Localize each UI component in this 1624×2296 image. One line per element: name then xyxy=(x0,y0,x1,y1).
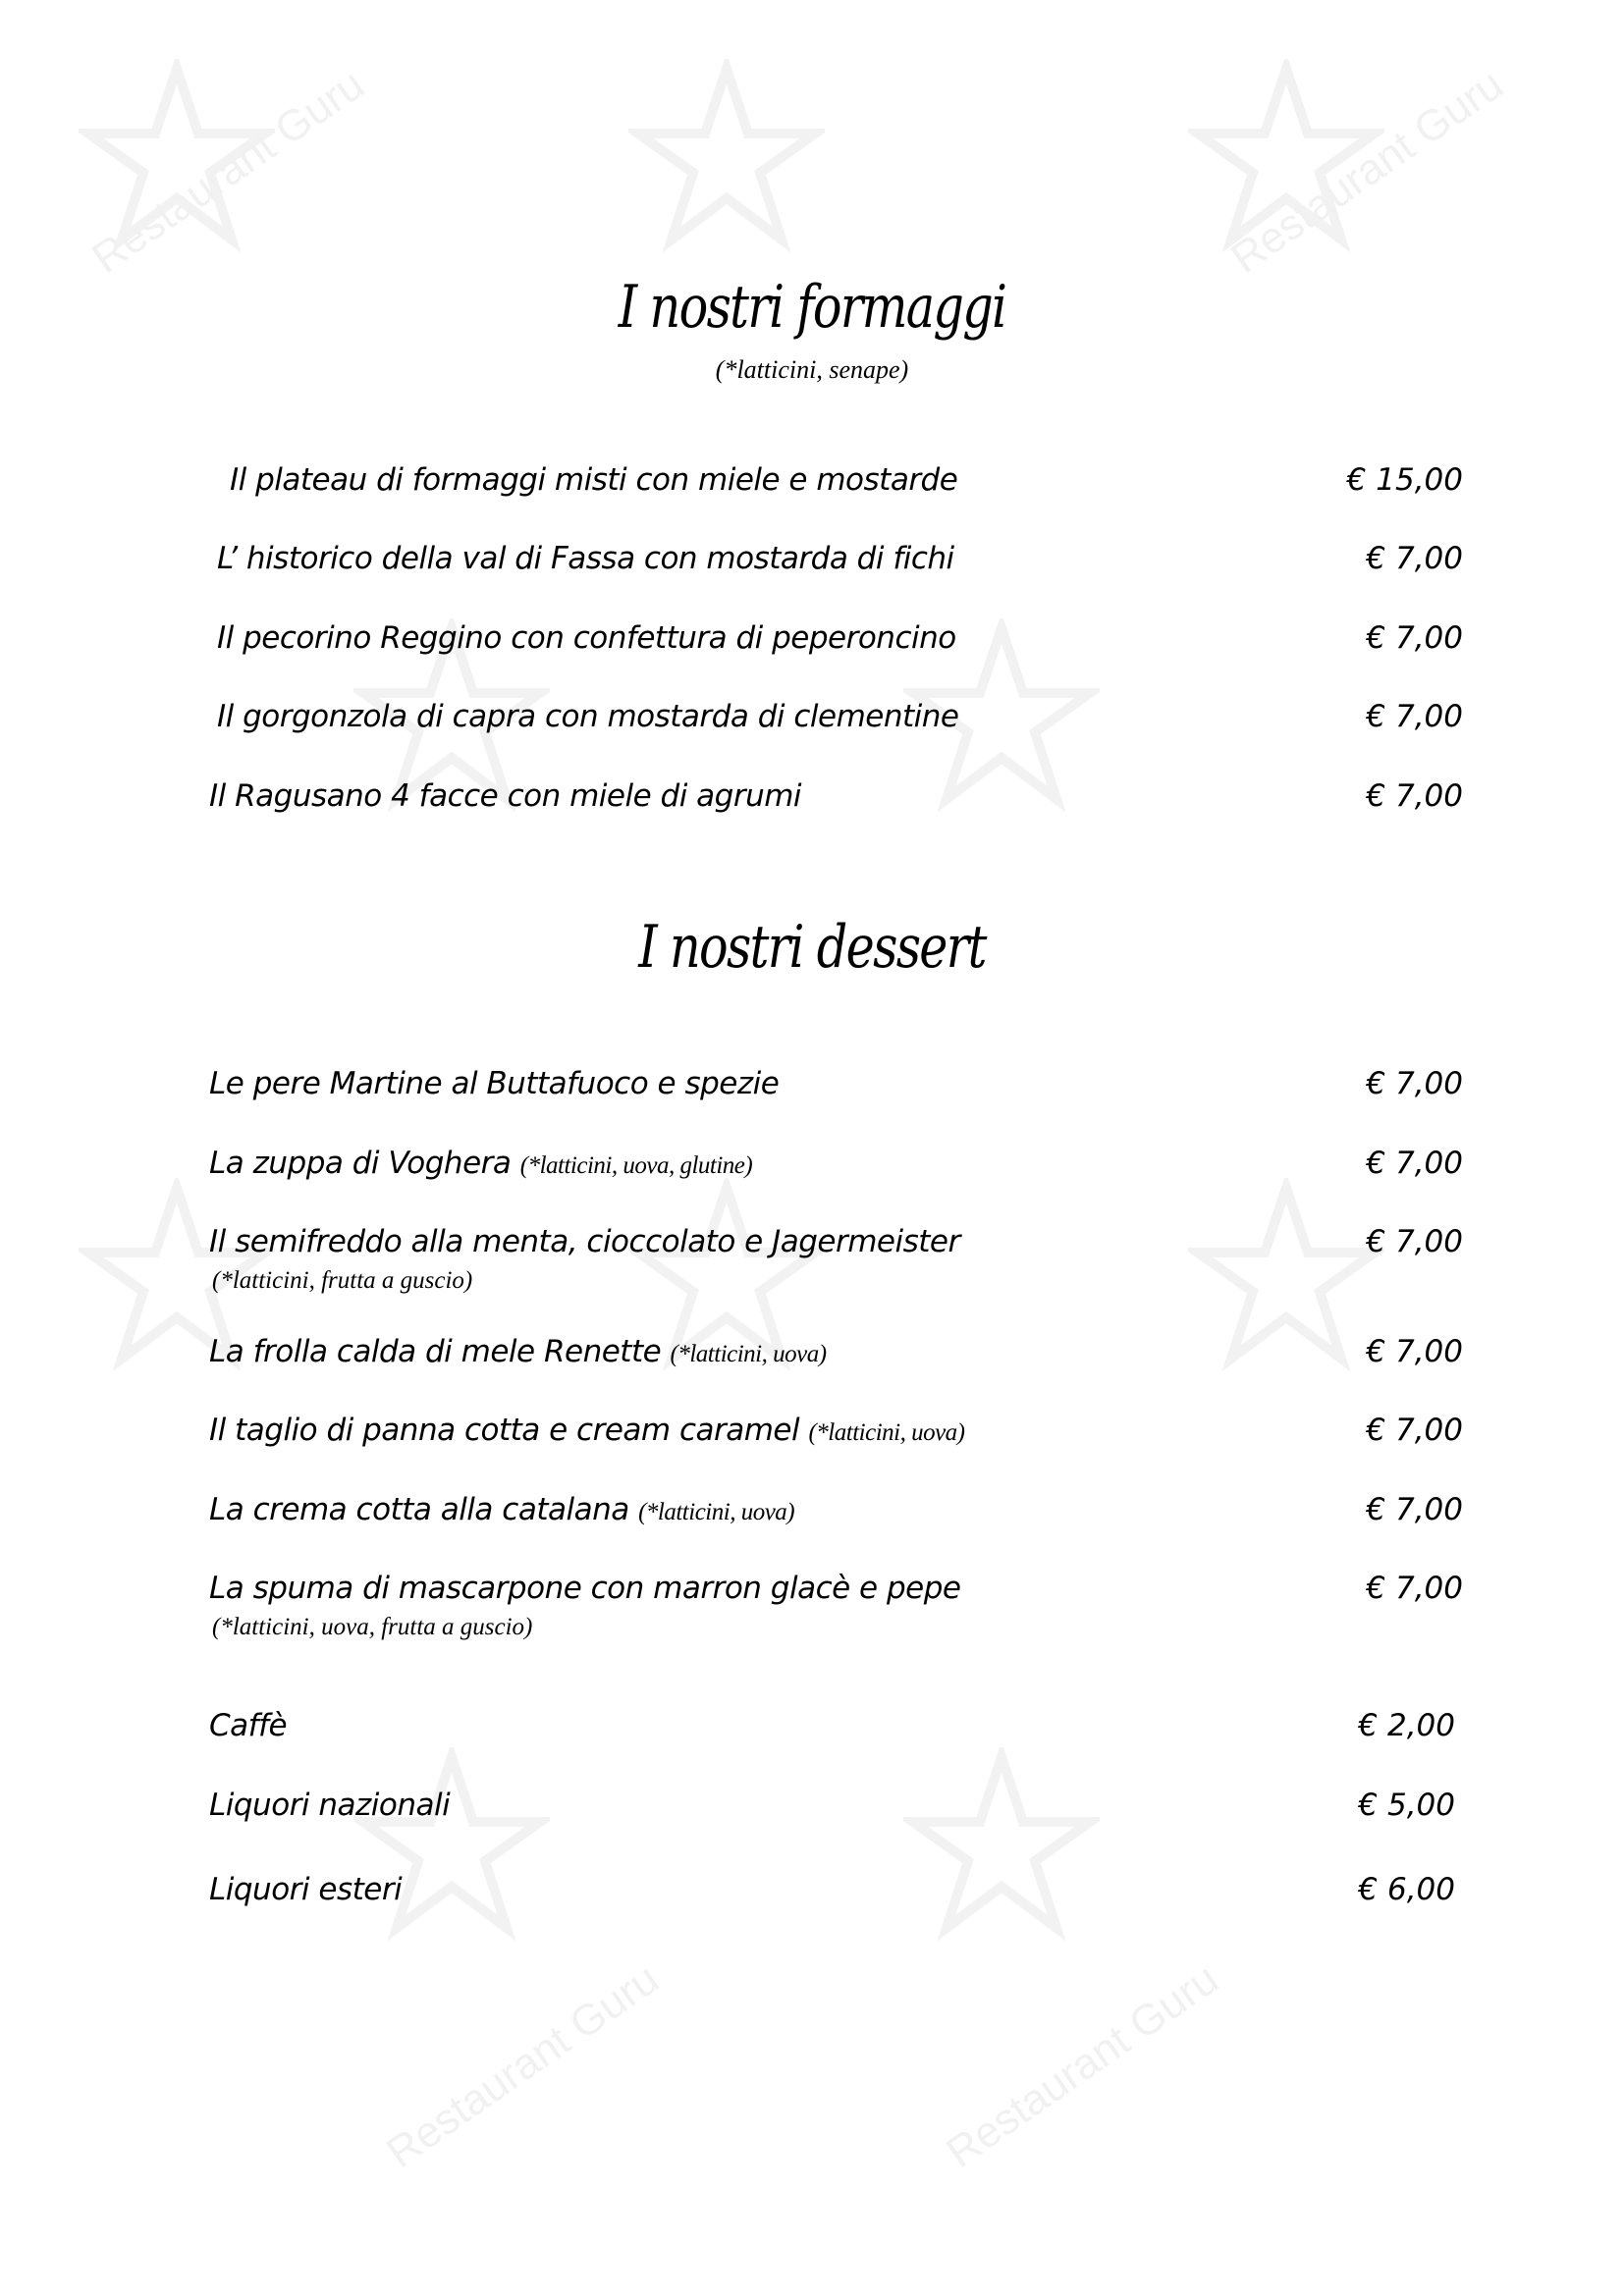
dessert-name: La zuppa di Voghera xyxy=(209,1146,512,1181)
menu-item-price: € 7,00 xyxy=(1366,1146,1463,1181)
dessert-allergens: (*latticini, uova, glutine) xyxy=(519,1152,753,1179)
menu-item-name: Il pecorino Reggino con confettura di peperoncino xyxy=(217,620,956,656)
menu-item-name xyxy=(209,1569,961,1608)
menu-item-name: Il Ragusano 4 facce con miele di agrumi xyxy=(209,778,802,814)
drink-price: € 2,00 xyxy=(1358,1708,1455,1743)
menu-item-price: € 7,00 xyxy=(1366,1413,1463,1448)
menu-item-name xyxy=(209,1222,960,1261)
dessert-allergens: (*latticini, uova) xyxy=(670,1341,827,1367)
menu-item-name: Il gorgonzola di capra con mostarda di clementine xyxy=(217,699,959,734)
dessert-name: La spuma di mascarpone con marron glacè e pepe xyxy=(209,1571,961,1606)
watermark-logo-icon xyxy=(353,1747,550,1944)
watermark-text: Restaurant Guru xyxy=(83,60,373,283)
menu-item-price: € 7,00 xyxy=(1366,1224,1463,1259)
watermark-logo-icon xyxy=(79,59,275,255)
menu-item-price: € 7,00 xyxy=(1366,620,1463,656)
dessert-allergens: (*latticini, frutta a guscio) xyxy=(212,1267,473,1294)
menu-item-price: € 7,00 xyxy=(1366,1334,1463,1369)
watermark-logo-icon xyxy=(903,1747,1100,1944)
watermark-text: Restaurant Guru xyxy=(1222,60,1512,283)
dessert-name: La crema cotta alla catalana xyxy=(209,1492,629,1527)
menu-item-price: € 7,00 xyxy=(1366,541,1463,576)
drink-price: € 5,00 xyxy=(1358,1788,1455,1823)
menu-item-name: Il plateau di formaggi misti con miele e mostarde xyxy=(230,462,958,498)
menu-item-price: € 7,00 xyxy=(1366,1492,1463,1527)
drink-price: € 6,00 xyxy=(1358,1872,1455,1907)
menu-item-price: € 7,00 xyxy=(1366,778,1463,814)
menu-item-name xyxy=(209,1490,794,1532)
section-title-cheese: I nostri formaggi xyxy=(618,273,1006,342)
menu-item-price: € 7,00 xyxy=(1366,699,1463,734)
cheese-allergens: (*latticini, senape) xyxy=(715,355,909,384)
dessert-name: Il semifreddo alla menta, cioccolato e Jagermeister xyxy=(209,1224,960,1259)
drink-name: Liquori nazionali xyxy=(209,1788,451,1823)
menu-item-name xyxy=(209,1332,827,1374)
menu-item-name xyxy=(209,1411,965,1453)
dessert-allergens: (*latticini, uova) xyxy=(808,1419,965,1446)
dessert-name: La frolla calda di mele Renette xyxy=(209,1334,662,1369)
drink-name: Liquori esteri xyxy=(209,1872,403,1907)
watermark-logo-icon xyxy=(1188,59,1384,255)
section-title-dessert: I nostri dessert xyxy=(638,913,986,982)
menu-item-price: € 7,00 xyxy=(1366,1571,1463,1606)
drink-name: Caffè xyxy=(209,1708,288,1743)
watermark-logo-icon xyxy=(628,59,825,255)
menu-item-name xyxy=(209,1064,779,1103)
watermark-text: Restaurant Guru xyxy=(938,1954,1227,2177)
dessert-name: Il taglio di panna cotta e cream caramel xyxy=(209,1413,800,1448)
dessert-allergens: (*latticini, uova) xyxy=(638,1499,795,1525)
menu-item-name xyxy=(209,1144,752,1186)
watermark-text: Restaurant Guru xyxy=(378,1954,668,2177)
dessert-allergens: (*latticini, uova, frutta a guscio) xyxy=(212,1614,533,1640)
menu-item-name: L’ historico della val di Fassa con mostarda di fichi xyxy=(217,541,954,576)
dessert-name: Le pere Martine al Buttafuoco e spezie xyxy=(209,1066,780,1101)
menu-item-price: € 7,00 xyxy=(1366,1066,1463,1101)
menu-item-price: € 15,00 xyxy=(1346,462,1463,498)
